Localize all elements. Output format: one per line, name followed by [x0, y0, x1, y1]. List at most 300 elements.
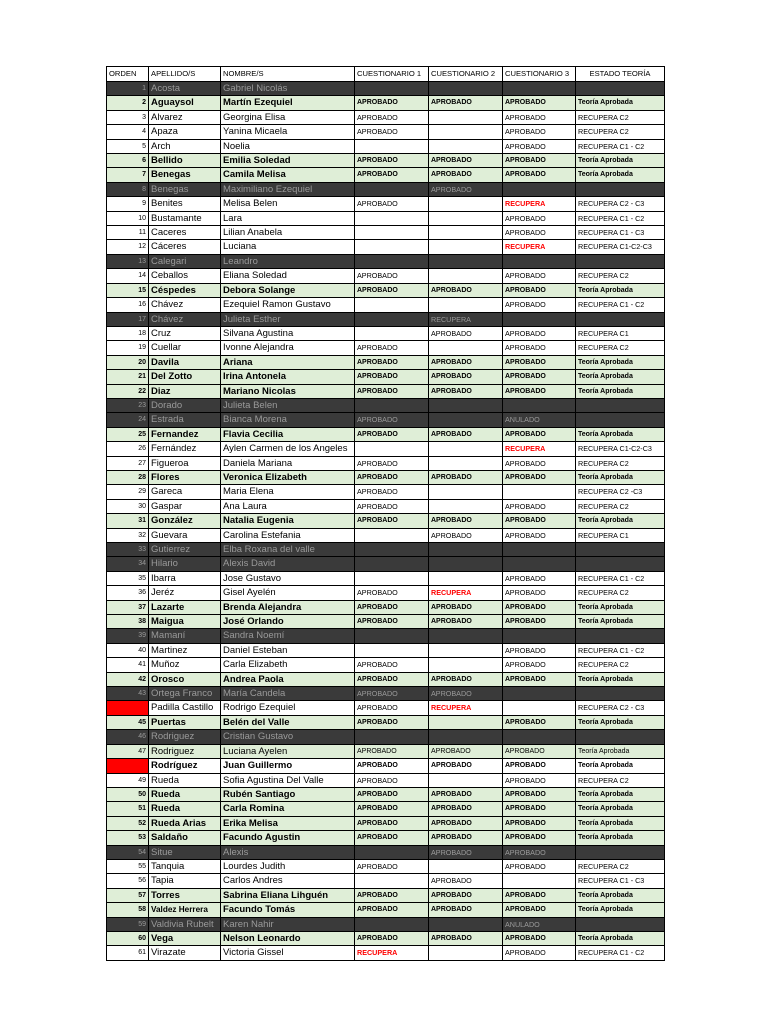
- cell-cuestionario-1: [355, 643, 429, 657]
- table-row: [107, 182, 665, 196]
- table-row: [107, 355, 665, 369]
- cell-nombres: Carlos Andres: [221, 874, 355, 888]
- cell-orden: 16: [107, 298, 149, 312]
- cell-orden: 8: [107, 182, 149, 196]
- cell-cuestionario-3: RECUPERA: [503, 442, 576, 456]
- cell-estado-teoria: RECUPERA C2: [576, 341, 665, 355]
- cell-apellidos: Arch: [149, 139, 221, 153]
- cell-cuestionario-1: APROBADO: [355, 125, 429, 139]
- cell-cuestionario-1: [355, 845, 429, 859]
- cell-cuestionario-1: APROBADO: [355, 384, 429, 398]
- cell-estado-teoria: Teoría Aprobada: [576, 672, 665, 686]
- cell-estado-teoria: [576, 687, 665, 701]
- cell-apellidos: Alvarez: [149, 110, 221, 124]
- cell-estado-teoria: Teoría Aprobada: [576, 154, 665, 168]
- cell-apellidos: Fernandez: [149, 427, 221, 441]
- table-row: [107, 254, 665, 268]
- cell-apellidos: Puertas: [149, 715, 221, 729]
- cell-cuestionario-1: APROBADO: [355, 672, 429, 686]
- cell-apellidos: Rueda: [149, 773, 221, 787]
- cell-cuestionario-3: APROBADO: [503, 341, 576, 355]
- table-row: [107, 197, 665, 211]
- cell-cuestionario-1: RECUPERA: [355, 946, 429, 960]
- cell-nombres: Bianca Morena: [221, 413, 355, 427]
- cell-orden: 33: [107, 543, 149, 557]
- cell-cuestionario-2: [429, 413, 503, 427]
- cell-cuestionario-3: RECUPERA: [503, 240, 576, 254]
- cell-cuestionario-1: APROBADO: [355, 787, 429, 801]
- cell-orden: 31: [107, 514, 149, 528]
- cell-cuestionario-3: APROBADO: [503, 615, 576, 629]
- cell-cuestionario-3: ANULADO: [503, 413, 576, 427]
- cell-nombres: Brenda Alejandra: [221, 600, 355, 614]
- cell-orden: 61: [107, 946, 149, 960]
- cell-nombres: Irina Antonela: [221, 370, 355, 384]
- cell-estado-teoria: RECUPERA C2: [576, 586, 665, 600]
- table-row: [107, 874, 665, 888]
- cell-nombres: Alexis: [221, 845, 355, 859]
- cell-apellidos: Caceres: [149, 226, 221, 240]
- cell-cuestionario-2: APROBADO: [429, 615, 503, 629]
- cell-cuestionario-1: APROBADO: [355, 96, 429, 110]
- cell-cuestionario-3: APROBADO: [503, 744, 576, 758]
- cell-cuestionario-1: APROBADO: [355, 744, 429, 758]
- cell-estado-teoria: Teoría Aprobada: [576, 715, 665, 729]
- cell-cuestionario-3: APROBADO: [503, 946, 576, 960]
- table-row: [107, 370, 665, 384]
- cell-orden: 45: [107, 715, 149, 729]
- cell-cuestionario-2: APROBADO: [429, 931, 503, 945]
- cell-estado-teoria: RECUPERA C2 -C3: [576, 485, 665, 499]
- cell-orden: 26: [107, 442, 149, 456]
- cell-nombres: Victoria Gissel: [221, 946, 355, 960]
- cell-estado-teoria: RECUPERA C1 - C2: [576, 211, 665, 225]
- cell-estado-teoria: RECUPERA C1 - C2: [576, 571, 665, 585]
- cell-cuestionario-2: APROBADO: [429, 903, 503, 917]
- cell-apellidos: Mamaní: [149, 629, 221, 643]
- cell-cuestionario-3: APROBADO: [503, 600, 576, 614]
- header-apellidos: APELLIDO/S: [149, 67, 221, 82]
- cell-cuestionario-1: APROBADO: [355, 888, 429, 902]
- cell-apellidos: Saldaño: [149, 831, 221, 845]
- table-row: [107, 456, 665, 470]
- header-orden: ORDEN: [107, 67, 149, 82]
- cell-apellidos: Vega: [149, 931, 221, 945]
- cell-cuestionario-3: APROBADO: [503, 154, 576, 168]
- cell-estado-teoria: RECUPERA C2: [576, 859, 665, 873]
- cell-orden: 42: [107, 672, 149, 686]
- cell-nombres: María Candela: [221, 687, 355, 701]
- cell-cuestionario-2: APROBADO: [429, 831, 503, 845]
- cell-nombres: Rodrigo Ezequiel: [221, 701, 355, 715]
- cell-cuestionario-2: [429, 859, 503, 873]
- cell-cuestionario-2: [429, 125, 503, 139]
- cell-nombres: Lara: [221, 211, 355, 225]
- cell-cuestionario-3: APROBADO: [503, 571, 576, 585]
- cell-estado-teoria: Teoría Aprobada: [576, 816, 665, 830]
- cell-apellidos: Ceballos: [149, 269, 221, 283]
- header-cuestionario-3: CUESTIONARIO 3: [503, 67, 576, 82]
- cell-cuestionario-1: [355, 326, 429, 340]
- cell-cuestionario-2: [429, 946, 503, 960]
- cell-orden: 25: [107, 427, 149, 441]
- cell-cuestionario-2: [429, 139, 503, 153]
- cell-cuestionario-3: [503, 254, 576, 268]
- cell-cuestionario-2: [429, 456, 503, 470]
- cell-apellidos: Chávez: [149, 298, 221, 312]
- cell-nombres: Erika Melisa: [221, 816, 355, 830]
- cell-cuestionario-2: APROBADO: [429, 744, 503, 758]
- cell-nombres: Juan Guillermo: [221, 759, 355, 773]
- table-row: [107, 787, 665, 801]
- cell-nombres: Sabrina Eliana Lihguén: [221, 888, 355, 902]
- cell-estado-teoria: RECUPERA C1 - C2: [576, 643, 665, 657]
- cell-apellidos: Flores: [149, 470, 221, 484]
- cell-nombres: Emilia Soledad: [221, 154, 355, 168]
- cell-orden: 15: [107, 283, 149, 297]
- cell-cuestionario-3: [503, 557, 576, 571]
- table-row: [107, 398, 665, 412]
- cell-apellidos: Lazarte: [149, 600, 221, 614]
- table-row: [107, 413, 665, 427]
- cell-nombres: Belén del Valle: [221, 715, 355, 729]
- cell-orden: 4: [107, 125, 149, 139]
- cell-estado-teoria: Teoría Aprobada: [576, 744, 665, 758]
- cell-cuestionario-3: [503, 687, 576, 701]
- table-row: [107, 658, 665, 672]
- cell-cuestionario-1: [355, 226, 429, 240]
- cell-estado-teoria: RECUPERA C1 - C3: [576, 226, 665, 240]
- table-row: [107, 326, 665, 340]
- cell-apellidos: Aguaysol: [149, 96, 221, 110]
- cell-cuestionario-3: APROBADO: [503, 759, 576, 773]
- cell-apellidos: Rodríguez: [149, 759, 221, 773]
- cell-cuestionario-3: APROBADO: [503, 427, 576, 441]
- cell-nombres: Veronica Elizabeth: [221, 470, 355, 484]
- cell-estado-teoria: [576, 917, 665, 931]
- cell-apellidos: Acosta: [149, 82, 221, 96]
- cell-cuestionario-3: APROBADO: [503, 643, 576, 657]
- cell-cuestionario-1: APROBADO: [355, 283, 429, 297]
- cell-cuestionario-3: APROBADO: [503, 903, 576, 917]
- cell-orden: 1: [107, 82, 149, 96]
- cell-nombres: Jose Gustavo: [221, 571, 355, 585]
- cell-cuestionario-2: APROBADO: [429, 283, 503, 297]
- cell-cuestionario-1: [355, 543, 429, 557]
- cell-cuestionario-3: [503, 312, 576, 326]
- table-row: [107, 427, 665, 441]
- cell-apellidos: Calegari: [149, 254, 221, 268]
- table-row: [107, 110, 665, 124]
- cell-estado-teoria: Teoría Aprobada: [576, 802, 665, 816]
- cell-orden: 47: [107, 744, 149, 758]
- cell-orden: 9: [107, 197, 149, 211]
- cell-nombres: Flavia Cecilia: [221, 427, 355, 441]
- table-row: [107, 96, 665, 110]
- table-row: [107, 687, 665, 701]
- cell-nombres: Luciana: [221, 240, 355, 254]
- cell-cuestionario-2: APROBADO: [429, 802, 503, 816]
- cell-cuestionario-3: APROBADO: [503, 384, 576, 398]
- cell-estado-teoria: Teoría Aprobada: [576, 370, 665, 384]
- cell-estado-teoria: RECUPERA C2: [576, 658, 665, 672]
- cell-nombres: Julieta Belen: [221, 398, 355, 412]
- cell-nombres: Elba Roxana del valle: [221, 543, 355, 557]
- cell-cuestionario-2: APROBADO: [429, 370, 503, 384]
- cell-orden: 34: [107, 557, 149, 571]
- table-row: [107, 470, 665, 484]
- cell-nombres: Lilian Anabela: [221, 226, 355, 240]
- cell-orden: 39: [107, 629, 149, 643]
- cell-estado-teoria: Teoría Aprobada: [576, 283, 665, 297]
- cell-cuestionario-2: [429, 485, 503, 499]
- cell-cuestionario-1: APROBADO: [355, 470, 429, 484]
- cell-nombres: Daniela Mariana: [221, 456, 355, 470]
- cell-orden: 20: [107, 355, 149, 369]
- table-row: [107, 543, 665, 557]
- table-row: [107, 283, 665, 297]
- cell-orden: 19: [107, 341, 149, 355]
- cell-estado-teoria: RECUPERA C1 - C2: [576, 139, 665, 153]
- cell-estado-teoria: RECUPERA C2: [576, 125, 665, 139]
- cell-estado-teoria: Teoría Aprobada: [576, 903, 665, 917]
- cell-nombres: Lourdes Judith: [221, 859, 355, 873]
- cell-estado-teoria: [576, 82, 665, 96]
- cell-cuestionario-1: APROBADO: [355, 931, 429, 945]
- cell-cuestionario-2: [429, 730, 503, 744]
- cell-estado-teoria: Teoría Aprobada: [576, 759, 665, 773]
- cell-cuestionario-2: APROBADO: [429, 888, 503, 902]
- cell-apellidos: Valdivia Rubelt: [149, 917, 221, 931]
- cell-apellidos: Diaz: [149, 384, 221, 398]
- table-row: [107, 269, 665, 283]
- cell-cuestionario-1: APROBADO: [355, 831, 429, 845]
- cell-nombres: Karen Nahir: [221, 917, 355, 931]
- cell-nombres: Ariana: [221, 355, 355, 369]
- cell-cuestionario-3: APROBADO: [503, 326, 576, 340]
- cell-cuestionario-3: RECUPERA: [503, 197, 576, 211]
- cell-cuestionario-3: [503, 874, 576, 888]
- cell-cuestionario-3: APROBADO: [503, 110, 576, 124]
- cell-estado-teoria: [576, 413, 665, 427]
- cell-cuestionario-3: APROBADO: [503, 586, 576, 600]
- cell-cuestionario-1: [355, 442, 429, 456]
- cell-cuestionario-1: APROBADO: [355, 859, 429, 873]
- cell-estado-teoria: RECUPERA C2: [576, 269, 665, 283]
- cell-orden: 14: [107, 269, 149, 283]
- cell-cuestionario-3: APROBADO: [503, 283, 576, 297]
- cell-nombres: Eliana Soledad: [221, 269, 355, 283]
- cell-cuestionario-2: [429, 211, 503, 225]
- cell-cuestionario-3: APROBADO: [503, 168, 576, 182]
- cell-cuestionario-1: APROBADO: [355, 600, 429, 614]
- cell-cuestionario-3: APROBADO: [503, 787, 576, 801]
- cell-cuestionario-1: APROBADO: [355, 499, 429, 513]
- cell-apellidos: Chávez: [149, 312, 221, 326]
- cell-cuestionario-3: [503, 82, 576, 96]
- cell-estado-teoria: RECUPERA C1 - C2: [576, 298, 665, 312]
- table-row: [107, 82, 665, 96]
- table-row: [107, 759, 665, 773]
- cell-orden: 56: [107, 874, 149, 888]
- cell-nombres: Yanina Micaela: [221, 125, 355, 139]
- cell-nombres: Debora Solange: [221, 283, 355, 297]
- cell-apellidos: Benegas: [149, 168, 221, 182]
- cell-orden: 27: [107, 456, 149, 470]
- cell-orden: 52: [107, 816, 149, 830]
- cell-cuestionario-2: APROBADO: [429, 514, 503, 528]
- cell-estado-teoria: [576, 398, 665, 412]
- cell-orden: 30: [107, 499, 149, 513]
- cell-cuestionario-3: APROBADO: [503, 715, 576, 729]
- cell-nombres: Julieta Esther: [221, 312, 355, 326]
- cell-cuestionario-3: APROBADO: [503, 888, 576, 902]
- cell-cuestionario-2: APROBADO: [429, 355, 503, 369]
- cell-cuestionario-2: [429, 298, 503, 312]
- cell-cuestionario-3: APROBADO: [503, 672, 576, 686]
- cell-nombres: Daniel Esteban: [221, 643, 355, 657]
- cell-apellidos: Cáceres: [149, 240, 221, 254]
- cell-estado-teoria: Teoría Aprobada: [576, 615, 665, 629]
- cell-orden: 7: [107, 168, 149, 182]
- cell-orden: 21: [107, 370, 149, 384]
- cell-apellidos: Rueda Arias: [149, 816, 221, 830]
- cell-cuestionario-3: APROBADO: [503, 931, 576, 945]
- cell-apellidos: Dorado: [149, 398, 221, 412]
- cell-estado-teoria: [576, 543, 665, 557]
- cell-apellidos: Benites: [149, 197, 221, 211]
- cell-orden: 49: [107, 773, 149, 787]
- cell-apellidos: Céspedes: [149, 283, 221, 297]
- table-row: [107, 168, 665, 182]
- cell-cuestionario-1: APROBADO: [355, 341, 429, 355]
- cell-nombres: Nelson Leonardo: [221, 931, 355, 945]
- table-row: [107, 845, 665, 859]
- table-row: [107, 586, 665, 600]
- cell-cuestionario-1: APROBADO: [355, 687, 429, 701]
- cell-cuestionario-2: [429, 658, 503, 672]
- cell-cuestionario-2: [429, 197, 503, 211]
- cell-cuestionario-2: [429, 773, 503, 787]
- cell-cuestionario-2: [429, 240, 503, 254]
- cell-apellidos: Gutierrez: [149, 543, 221, 557]
- table-row: [107, 240, 665, 254]
- cell-apellidos: Torres: [149, 888, 221, 902]
- cell-estado-teoria: Teoría Aprobada: [576, 355, 665, 369]
- cell-cuestionario-2: APROBADO: [429, 816, 503, 830]
- table-row: [107, 125, 665, 139]
- cell-cuestionario-1: [355, 917, 429, 931]
- cell-cuestionario-3: APROBADO: [503, 96, 576, 110]
- cell-cuestionario-1: [355, 139, 429, 153]
- cell-cuestionario-2: [429, 82, 503, 96]
- cell-cuestionario-2: [429, 226, 503, 240]
- cell-nombres: Carolina Estefania: [221, 528, 355, 542]
- cell-cuestionario-1: APROBADO: [355, 355, 429, 369]
- cell-nombres: Maximiliano Ezequiel: [221, 182, 355, 196]
- cell-estado-teoria: Teoría Aprobada: [576, 168, 665, 182]
- cell-orden: 59: [107, 917, 149, 931]
- cell-nombres: Mariano Nicolas: [221, 384, 355, 398]
- cell-apellidos: Fernández: [149, 442, 221, 456]
- cell-cuestionario-1: [355, 874, 429, 888]
- cell-nombres: Aylen Carmen de los Angeles: [221, 442, 355, 456]
- cell-orden: 23: [107, 398, 149, 412]
- cell-orden: 13: [107, 254, 149, 268]
- table-row: [107, 154, 665, 168]
- table-row: [107, 485, 665, 499]
- cell-cuestionario-2: APROBADO: [429, 687, 503, 701]
- cell-cuestionario-2: APROBADO: [429, 384, 503, 398]
- cell-cuestionario-2: APROBADO: [429, 845, 503, 859]
- cell-orden: 32: [107, 528, 149, 542]
- cell-cuestionario-3: APROBADO: [503, 514, 576, 528]
- cell-cuestionario-2: APROBADO: [429, 154, 503, 168]
- table-row: [107, 442, 665, 456]
- cell-cuestionario-2: [429, 571, 503, 585]
- cell-apellidos: Muñoz: [149, 658, 221, 672]
- table-row: [107, 643, 665, 657]
- cell-estado-teoria: Teoría Aprobada: [576, 888, 665, 902]
- table-row: [107, 715, 665, 729]
- cell-cuestionario-1: [355, 298, 429, 312]
- cell-cuestionario-3: APROBADO: [503, 499, 576, 513]
- cell-orden: 58: [107, 903, 149, 917]
- cell-apellidos: González: [149, 514, 221, 528]
- cell-estado-teoria: RECUPERA C2: [576, 110, 665, 124]
- cell-apellidos: Guevara: [149, 528, 221, 542]
- table-row: [107, 672, 665, 686]
- cell-estado-teoria: Teoría Aprobada: [576, 931, 665, 945]
- table-row: [107, 514, 665, 528]
- cell-orden: 10: [107, 211, 149, 225]
- cell-cuestionario-3: APROBADO: [503, 211, 576, 225]
- cell-cuestionario-2: APROBADO: [429, 787, 503, 801]
- cell-orden: 17: [107, 312, 149, 326]
- cell-estado-teoria: RECUPERA C2: [576, 773, 665, 787]
- cell-estado-teoria: RECUPERA C1 - C2: [576, 946, 665, 960]
- cell-nombres: Facundo Tomás: [221, 903, 355, 917]
- table-row: [107, 773, 665, 787]
- cell-estado-teoria: [576, 845, 665, 859]
- header-cuestionario-2: CUESTIONARIO 2: [429, 67, 503, 82]
- cell-cuestionario-2: [429, 254, 503, 268]
- cell-nombres: Maria Elena: [221, 485, 355, 499]
- cell-cuestionario-1: APROBADO: [355, 154, 429, 168]
- cell-estado-teoria: [576, 557, 665, 571]
- cell-cuestionario-3: [503, 730, 576, 744]
- cell-cuestionario-3: APROBADO: [503, 370, 576, 384]
- cell-apellidos: Benegas: [149, 182, 221, 196]
- cell-cuestionario-3: APROBADO: [503, 859, 576, 873]
- cell-estado-teoria: RECUPERA C1 - C3: [576, 874, 665, 888]
- table-row: [107, 600, 665, 614]
- cell-nombres: Sofia Agustina Del Valle: [221, 773, 355, 787]
- cell-cuestionario-1: APROBADO: [355, 485, 429, 499]
- cell-orden: 6: [107, 154, 149, 168]
- cell-apellidos: Gareca: [149, 485, 221, 499]
- cell-cuestionario-2: APROBADO: [429, 326, 503, 340]
- cell-apellidos: Valdez Herrera: [149, 903, 221, 917]
- cell-cuestionario-2: APROBADO: [429, 874, 503, 888]
- cell-cuestionario-2: APROBADO: [429, 427, 503, 441]
- cell-apellidos: Bellido: [149, 154, 221, 168]
- cell-cuestionario-3: APROBADO: [503, 226, 576, 240]
- cell-apellidos: Estrada: [149, 413, 221, 427]
- cell-orden: 24: [107, 413, 149, 427]
- header-estado-teoria: ESTADO TEORÍA: [576, 67, 665, 82]
- cell-cuestionario-1: [355, 528, 429, 542]
